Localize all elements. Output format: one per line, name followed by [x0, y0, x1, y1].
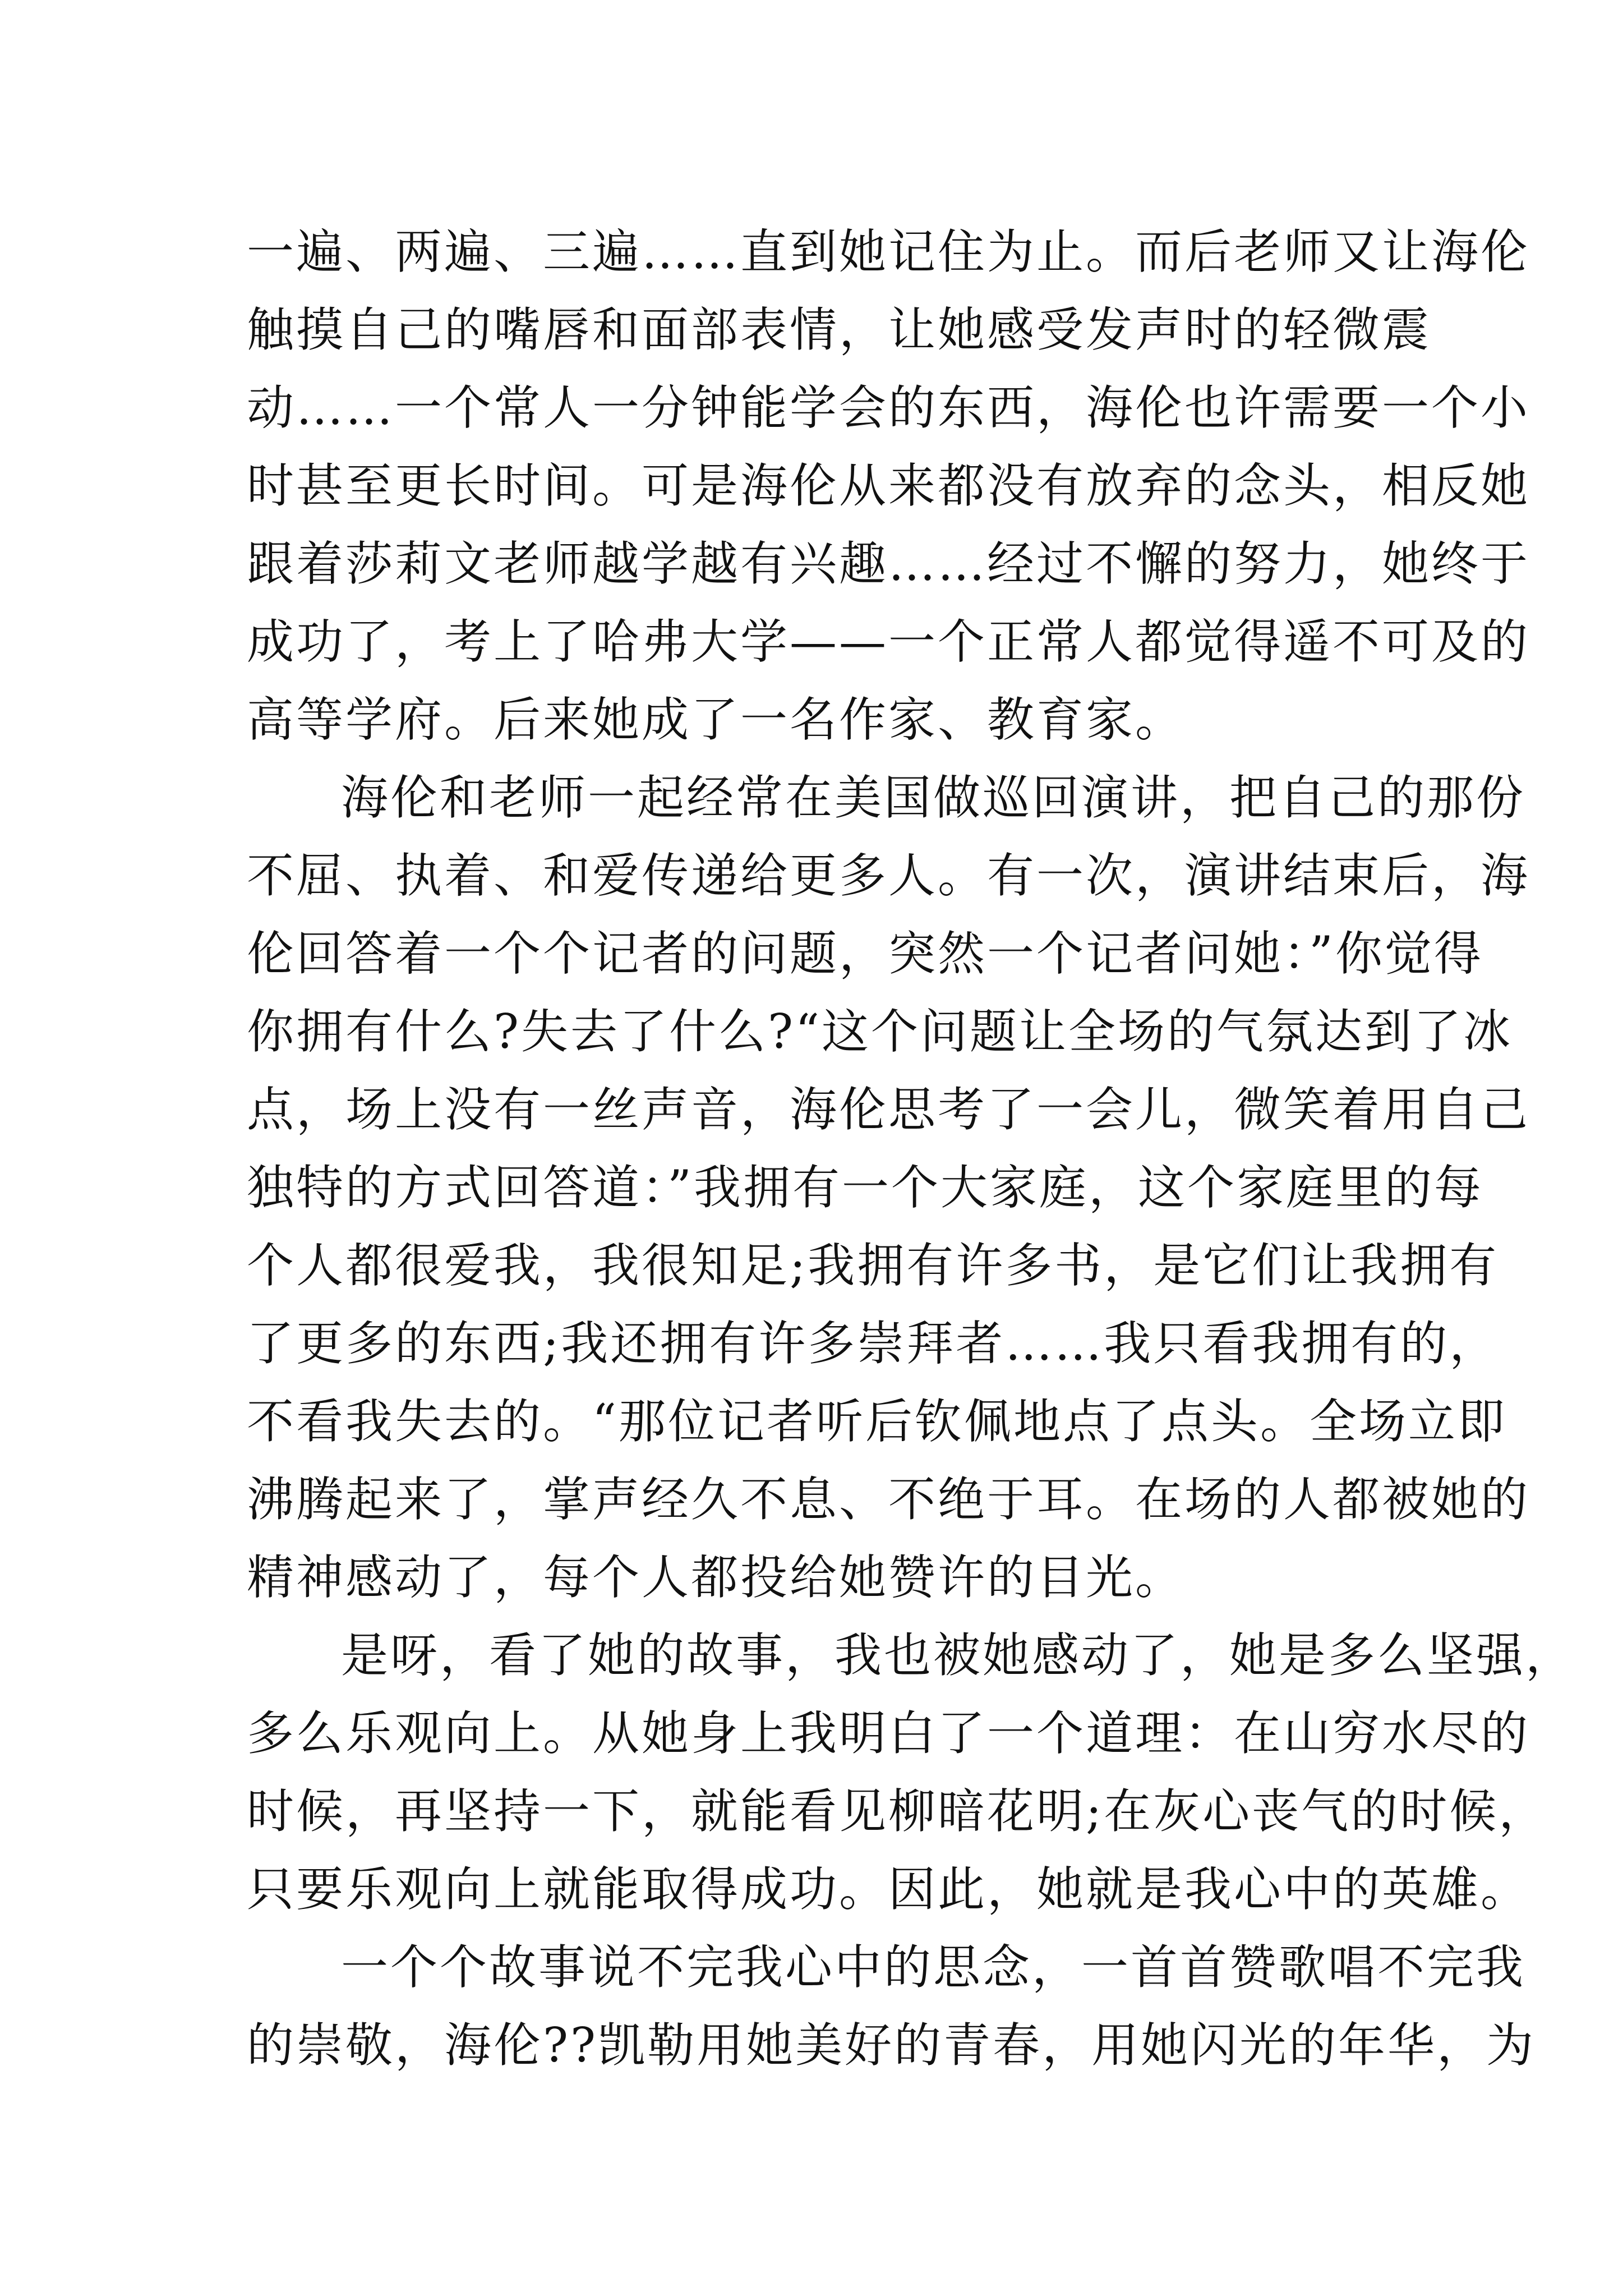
text-line: 多么乐观向上。从她身上我明白了一个道理：在山穷水尽的 — [247, 1706, 1530, 1761]
text-line: 独特的方式回答道：”我拥有一个大家庭，这个家庭里的每 — [247, 1160, 1483, 1215]
text-line: 点，场上没有一丝声音，海伦思考了一会儿，微笑着用自己 — [247, 1082, 1530, 1137]
text-line: 高等学府。后来她成了一名作家、教育家。 — [247, 692, 1185, 747]
text-line: 时候，再坚持一下，就能看见柳暗花明;在灰心丧气的时候， — [247, 1784, 1548, 1839]
text-line: 只要乐观向上就能取得成功。因此，她就是我心中的英雄。 — [247, 1862, 1530, 1917]
text-line: 一遍、两遍、三遍……直到她记住为止。而后老师又让海伦 — [247, 224, 1530, 279]
paragraph-first-line: 是呀，看了她的故事，我也被她感动了，她是多么坚强， — [341, 1628, 1575, 1683]
text-line: 伦回答着一个个记者的问题，突然一个记者问她：”你觉得 — [247, 926, 1483, 981]
text-line: 你拥有什么?失去了什么?“这个问题让全场的气氛达到了冰 — [247, 1004, 1513, 1059]
text-line: 动……一个常人一分钟能学会的东西，海伦也许需要一个小 — [247, 380, 1530, 435]
text-line: 了更多的东西;我还拥有许多崇拜者……我只看我拥有的， — [247, 1316, 1499, 1371]
text-line: 成功了，考上了哈弗大学——一个正常人都觉得遥不可及的 — [247, 614, 1530, 669]
text-line: 个人都很爱我，我很知足;我拥有许多书，是它们让我拥有 — [247, 1238, 1499, 1293]
text-line: 时甚至更长时间。可是海伦从来都没有放弃的念头，相反她 — [247, 458, 1530, 513]
paragraph-first-line: 一个个故事说不完我心中的思念，一首首赞歌唱不完我 — [341, 1940, 1526, 1995]
text-line: 跟着莎莉文老师越学越有兴趣……经过不懈的努力，她终于 — [247, 536, 1530, 591]
text-line: 不屈、执着、和爱传递给更多人。有一次，演讲结束后，海 — [247, 848, 1530, 903]
text-line: 不看我失去的。“那位记者听后钦佩地点了点头。全场立即 — [247, 1394, 1507, 1449]
text-line: 的崇敬，海伦??凯勒用她美好的青春，用她闪光的年华，为 — [247, 2018, 1536, 2073]
text-line: 精神感动了，每个人都投给她赞许的目光。 — [247, 1550, 1185, 1605]
text-line: 沸腾起来了，掌声经久不息、不绝于耳。在场的人都被她的 — [247, 1472, 1530, 1527]
text-line: 触摸自己的嘴唇和面部表情，让她感受发声时的轻微震 — [247, 302, 1432, 357]
body-text — [247, 213, 1575, 2085]
paragraph-first-line: 海伦和老师一起经常在美国做巡回演讲，把自己的那份 — [341, 770, 1526, 825]
